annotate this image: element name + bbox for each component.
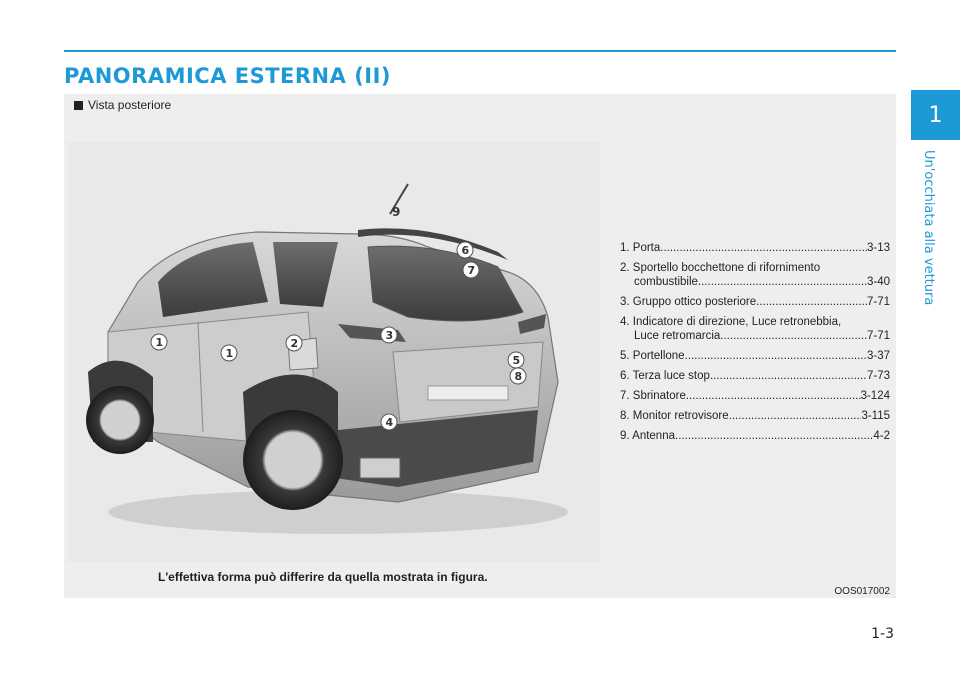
figure-code: OOS017002 — [834, 586, 890, 597]
callout-9: 9 — [392, 205, 401, 219]
car-rear-view-image — [68, 142, 600, 562]
legend-item: 7. Sbrinatore ..... 3-124 — [620, 389, 890, 403]
top-rule — [64, 50, 896, 52]
view-label-text: Vista posteriore — [88, 98, 172, 112]
legend-item: 5. Portellone ..... 3-37 — [620, 349, 890, 363]
callout-4: 4 — [385, 416, 394, 429]
chapter-title: Un'occhiata alla vettura — [921, 150, 936, 306]
view-label — [74, 98, 171, 112]
legend-item: 2. Sportello bocchettone di rifornimento combustibile ..... 3-40 — [620, 261, 890, 289]
chapter-tab: 1 — [911, 90, 960, 140]
callout-6: 6 — [461, 244, 470, 257]
figure-panel — [64, 94, 896, 598]
callout-2: 2 — [290, 337, 299, 350]
callout-7: 7 — [467, 264, 476, 277]
callout-3: 3 — [385, 329, 394, 342]
car-illustration — [68, 142, 600, 562]
legend-item: 4. Indicatore di direzione, Luce retronebbia, Luce retromarcia ..... 7-71 — [620, 315, 890, 343]
callout-1a: 1 — [155, 336, 164, 349]
legend-item: 1. Porta ..... 3-13 — [620, 241, 890, 255]
legend-list — [620, 241, 890, 449]
callout-8: 8 — [514, 370, 523, 383]
legend-item: 8. Monitor retrovisore ..... 3-115 — [620, 409, 890, 423]
callout-1b: 1 — [225, 347, 234, 360]
square-bullet-icon — [74, 101, 83, 110]
callout-5: 5 — [512, 354, 521, 367]
legend-item: 3. Gruppo ottico posteriore ..... 7-71 — [620, 295, 890, 309]
page-number: 1-3 — [871, 626, 894, 642]
figure-caption: L'effettiva forma può differire da quella mostrata in figura. — [158, 570, 488, 584]
legend-item: 6. Terza luce stop ..... 7-73 — [620, 369, 890, 383]
page-title: PANORAMICA ESTERNA (II) — [64, 64, 392, 88]
legend-item: 9. Antenna ..... 4-2 — [620, 429, 890, 443]
